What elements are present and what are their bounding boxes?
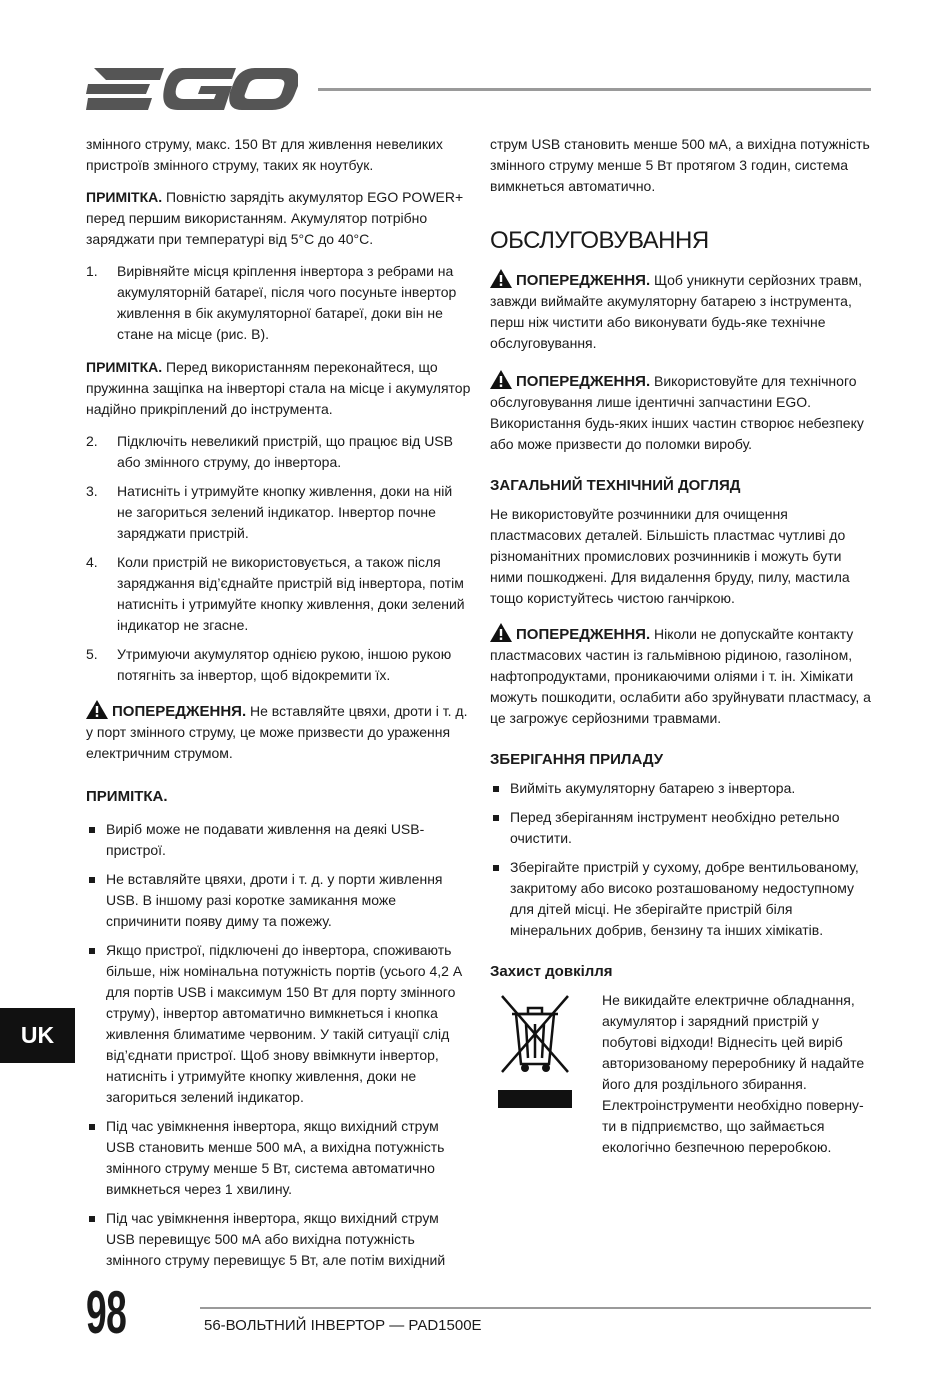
list-item xyxy=(86,819,471,861)
item-text: Вийміть акумуляторну батарею з інвертора. xyxy=(510,780,796,796)
warning-icon xyxy=(86,700,108,719)
item-text: Перед зберіганням інструмент необхідно ретельно очистити. xyxy=(510,809,840,846)
left-column xyxy=(86,134,471,1279)
item-text: Зберігайте пристрій у сухому, добре вентильованому, закритому або високо розташованому недоступному для дітей місці. Не зберігайте пристрій біля мінеральних добрив, бензину та інших хімікатів. xyxy=(510,859,859,938)
item-text: Підключіть невеликий пристрій, що працює від USB або змінного струму, до інвертора. xyxy=(117,433,453,470)
item-text: Під час увімкнення інвертора, якщо вихідний струм USB становить менше 500 мА, а вихідна потужність змінного струму менше 5 Вт, система автоматично вимкнеться через 1 хвилину. xyxy=(106,1118,445,1197)
list-item xyxy=(86,481,471,544)
item-text: Під час увімкнення інвертора, якщо вихідний струм USB перевищує 500 мА або вихідна потужність змінного струму перевищує 5 Вт, але потім вихідний xyxy=(106,1210,446,1268)
warning-label: ПОПЕРЕДЖЕННЯ. xyxy=(516,373,651,390)
environment-text: Не викидайте електричне обладнання, акумулятор і зарядний пристрій у побутові відходи! Віднесіть цей виріб авторизованому переробнику й надайте його для роздільного збирання. Електроінструменти необхідно поверну-ти в підприємство, що займається екологічно безпечною переробкою. xyxy=(602,992,865,1155)
warning-icon xyxy=(490,370,512,389)
warning-icon xyxy=(490,623,512,642)
language-tab: UK xyxy=(0,1008,75,1063)
warning-text: Використовуйте для технічного обслуговування лише ідентичні запчастини EGO. Використання будь-яких інших частин створює небезпеку або може призвести до поломки виробу. xyxy=(490,373,864,452)
list-item xyxy=(490,807,875,849)
warning-text: Ніколи не допускайте контакту пластмасових частин із гальмівною рідиною, газоліном, нафтопродуктами, проникаючими оліями і т. ін. Хімікати можуть пошкодити, ослабити або зруйнувати пластмасу, а це загрожує серйозними травмами. xyxy=(490,626,871,726)
list-item xyxy=(490,857,875,941)
note-paragraph xyxy=(86,187,471,250)
bin-underline-bar xyxy=(498,1090,572,1108)
list-item xyxy=(86,940,471,1108)
bullet-icon xyxy=(493,786,499,792)
bullet-icon xyxy=(89,877,95,883)
bullet-icon xyxy=(493,865,499,871)
bullet-icon xyxy=(89,1216,95,1222)
warning-text: Не вставляйте цвяхи, дроти і т. д. у порт змінного струму, це може призвести до ураження електричним струмом. xyxy=(86,703,468,761)
item-number: 3. xyxy=(86,483,98,499)
warning-paragraph xyxy=(490,370,875,455)
ego-logo xyxy=(86,64,298,114)
footer-rule xyxy=(200,1307,871,1309)
logo-text: EGO xyxy=(86,64,89,65)
paragraph: Не використовуйте розчинники для очищення пластмасових деталей. Більшість пластмас чутливі до різноманітних промислових розчинників і можуть бути ними пошкоджені. Для видалення бруду, пилу, мастила тощо користуйтесь чистою ганчіркою. xyxy=(490,506,850,606)
list-item xyxy=(86,1116,471,1200)
paragraph: змінного струму, макс. 150 Вт для живлення невеликих пристроїв змінного струму, таких як ноутбук. xyxy=(86,136,443,173)
paragraph: струм USB становить менше 500 мА, а вихідна потужність змінного струму менше 5 Вт протягом 3 годин, система вимкнеться автоматично. xyxy=(490,136,870,194)
subheading: ЗАГАЛЬНИЙ ТЕХНІЧНИЙ ДОГЛЯД xyxy=(490,477,741,494)
warning-text: Щоб уникнути серйозних травм, завжди виймайте акумуляторну батарею з інструмента, перш ніж чистити або виконувати будь-яке технічне обслуговування. xyxy=(490,272,863,351)
bullet-icon xyxy=(89,948,95,954)
item-text: Натисніть і утримуйте кнопку живлення, доки на ній не загориться зелений індикатор. Інвертор почне заряджати пристрій. xyxy=(117,483,453,541)
list-item xyxy=(490,778,875,799)
item-text: Не вставляйте цвяхи, дроти і т. д. у порти живлення USB. В іншому разі коротке замикання може спричинити появу диму та пожежу. xyxy=(106,871,443,929)
subheading: ЗБЕРІГАННЯ ПРИЛАДУ xyxy=(490,751,664,768)
item-number: 2. xyxy=(86,433,98,449)
note-text: Перед використанням переконайтеся, що пружинна защіпка на інверторі стала на місце і акумулятор надійно прикріплений до інструмента. xyxy=(86,359,471,417)
warning-label: ПОПЕРЕДЖЕННЯ. xyxy=(516,272,651,289)
warning-paragraph xyxy=(490,623,875,729)
note-paragraph xyxy=(86,357,471,420)
warning-icon xyxy=(490,269,512,288)
note-text: Повністю зарядіть акумулятор EGO POWER+ перед першим використанням. Акумулятор потрібно заряджати при температурі від 5°C до 40°C. xyxy=(86,189,464,247)
section-heading: ОБСЛУГОВУВАННЯ xyxy=(490,227,709,254)
note-label: ПРИМІТКА. xyxy=(86,359,163,375)
bullet-icon xyxy=(89,1124,95,1130)
item-text: Виріб може не подавати живлення на деякі USB-пристрої. xyxy=(106,821,425,858)
list-item xyxy=(86,431,471,473)
list-item xyxy=(86,1208,471,1271)
recycle-bin-icon xyxy=(498,992,586,1158)
item-number: 4. xyxy=(86,554,98,570)
list-item xyxy=(86,261,471,345)
item-text: Якщо пристрої, підключені до інвертора, споживають більше, ніж номінальна потужність портів (усього 4,2 А для портів USB і максимум 150 Вт для порту змінного струму), інвертор автоматично вимкнеться і кнопка живлення блиматиме червоним. У такій ситуації слід від’єднати пристрої. Щоб знову ввімкнути інвертор, натисніть і утримуйте кнопку живлення, доки не загориться зелений індикатор. xyxy=(106,942,463,1105)
page-number: 98 xyxy=(86,1279,127,1346)
item-text: Коли пристрій не використовується, а також після заряджання від’єднайте пристрій від інвертора, потім натисніть і утримуйте кнопку живлення, доки зелений індикатор не згасне. xyxy=(117,554,465,633)
item-text: Вирівняйте місця кріплення інвертора з ребрами на акумуляторній батареї, після чого посуньте інвертор живлення в бік акумуляторної батареї, доки він не стане на місце (рис. B). xyxy=(117,263,457,342)
list-item xyxy=(86,552,471,636)
item-number: 5. xyxy=(86,646,98,662)
environment-block xyxy=(490,990,875,1158)
bullet-icon xyxy=(89,827,95,833)
warning-label: ПОПЕРЕДЖЕННЯ. xyxy=(112,703,247,720)
crossed-bin-icon xyxy=(498,992,572,1076)
note-label: ПРИМІТКА. xyxy=(86,189,163,205)
bullet-icon xyxy=(493,815,499,821)
item-text: Утримуючи акумулятор однією рукою, іншою рукою потягніть за інвертор, щоб відокремити їх. xyxy=(117,646,452,683)
warning-label: ПОПЕРЕДЖЕННЯ. xyxy=(516,626,651,643)
item-number: 1. xyxy=(86,263,98,279)
warning-paragraph xyxy=(86,700,471,764)
list-item xyxy=(86,869,471,932)
footer-title: 56-ВОЛЬТНИЙ ІНВЕРТОР — PAD1500E xyxy=(204,1317,482,1334)
header-rule xyxy=(318,88,871,91)
note-heading: ПРИМІТКА. xyxy=(86,788,168,805)
right-column xyxy=(490,134,875,1158)
subheading: Захист довкілля xyxy=(490,963,613,980)
list-item xyxy=(86,644,471,686)
warning-paragraph xyxy=(490,269,875,354)
